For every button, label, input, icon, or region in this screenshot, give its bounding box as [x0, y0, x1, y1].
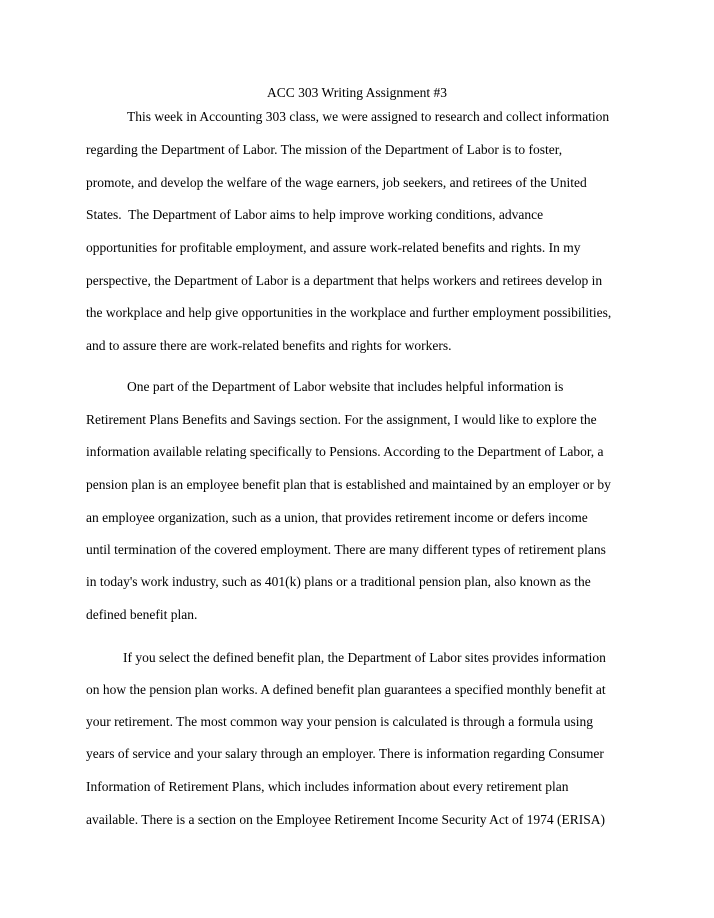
paragraph-3-line-4: years of service and your salary through an employer. There is information regarding Consumer	[86, 746, 604, 761]
paragraph-1-line-3: promote, and develop the welfare of the wage earners, job seekers, and retirees of the United	[86, 175, 587, 190]
paragraph-3-line-1: If you select the defined benefit plan, the Department of Labor sites provides information	[123, 650, 606, 665]
paragraph-2-line-3: information available relating specifically to Pensions. According to the Department of Labor, a	[86, 444, 604, 459]
document-title: ACC 303 Writing Assignment #3	[267, 85, 447, 100]
paragraph-1-line-8: and to assure there are work-related benefits and rights for workers.	[86, 338, 452, 353]
paragraph-1-line-5: opportunities for profitable employment, and assure work-related benefits and rights. In my	[86, 240, 581, 255]
paragraph-3-line-3: your retirement. The most common way your pension is calculated is through a formula using	[86, 714, 594, 729]
paragraph-2-line-4: pension plan is an employee benefit plan that is established and maintained by an employer or by	[86, 477, 611, 492]
paragraph-3-line-2: on how the pension plan works. A defined benefit plan guarantees a specified monthly benefit at	[86, 682, 606, 697]
paragraph-2-line-7: in today's work industry, such as 401(k) plans or a traditional pension plan, also known as the	[86, 574, 591, 589]
paragraph-1-line-4: States. The Department of Labor aims to help improve working conditions, advance	[86, 207, 544, 222]
paragraph-1-line-6: perspective, the Department of Labor is a department that helps workers and retirees develop in	[86, 273, 603, 288]
paragraph-1-line-7: the workplace and help give opportunities in the workplace and further employment possibilities,	[86, 305, 612, 320]
paragraph-1-line-2: regarding the Department of Labor. The mission of the Department of Labor is to foster,	[86, 142, 563, 157]
paragraph-2-line-2: Retirement Plans Benefits and Savings section. For the assignment, I would like to explore the	[86, 412, 597, 427]
paragraph-2-line-1: One part of the Department of Labor website that includes helpful information is	[127, 379, 564, 394]
paragraph-2-line-5: an employee organization, such as a union, that provides retirement income or defers income	[86, 510, 588, 525]
paragraph-3-line-5: Information of Retirement Plans, which includes information about every retirement plan	[86, 779, 569, 794]
paragraph-3-line-6: available. There is a section on the Employee Retirement Income Security Act of 1974 (ERISA)	[86, 812, 605, 827]
paragraph-1-line-1: This week in Accounting 303 class, we were assigned to research and collect information	[127, 109, 610, 124]
paragraph-2-line-8: defined benefit plan.	[86, 607, 198, 622]
paragraph-2-line-6: until termination of the covered employment. There are many different types of retirement plans	[86, 542, 606, 557]
